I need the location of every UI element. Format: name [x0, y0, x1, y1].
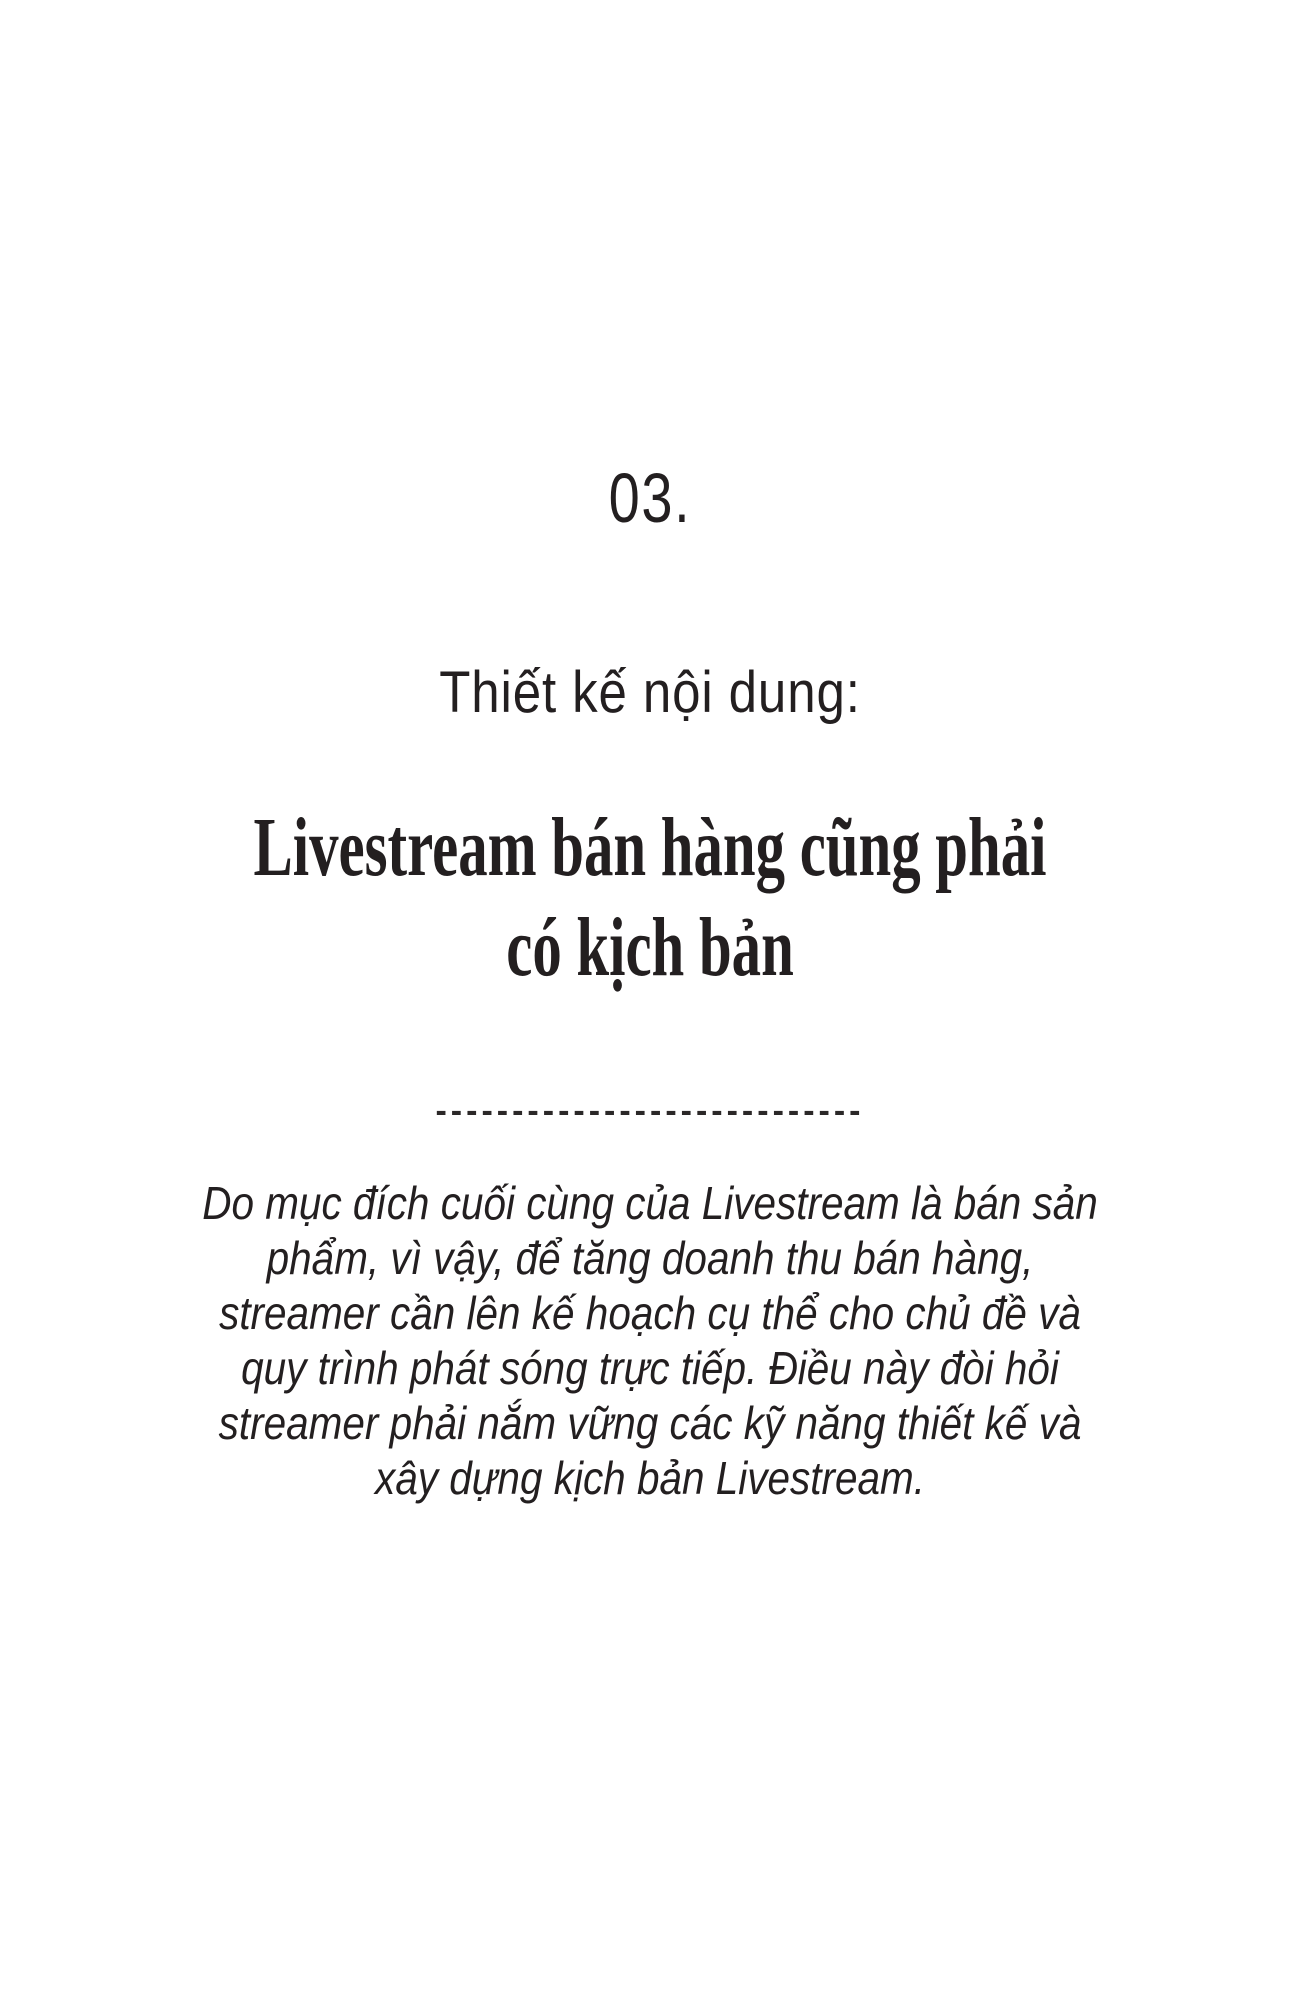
paragraph-line: Do mục đích cuối cùng của Livestream là bán sản [202, 1177, 1098, 1229]
chapter-title-line-1: Livestream bán hàng cũng phải [253, 801, 1047, 894]
dashed-divider: ---------------------------- [435, 1092, 865, 1130]
chapter-title [195, 798, 1105, 998]
chapter-title-line-2: có kịch bản [506, 901, 794, 994]
intro-paragraph [78, 1176, 1222, 1506]
paragraph-line: phẩm, vì vậy, để tăng doanh thu bán hàng, [266, 1232, 1034, 1284]
paragraph-line: quy trình phát sóng trực tiếp. Điều này đòi hỏi [241, 1342, 1059, 1394]
paragraph-line: xây dựng kịch bản Livestream. [375, 1452, 925, 1504]
paragraph-line: streamer phải nắm vững các kỹ năng thiết kế và [218, 1397, 1082, 1449]
section-heading: Thiết kế nội dung: [439, 660, 861, 725]
chapter-number: 03. [608, 459, 692, 537]
paragraph-line: streamer cần lên kế hoạch cụ thể cho chủ đề và [219, 1287, 1081, 1339]
